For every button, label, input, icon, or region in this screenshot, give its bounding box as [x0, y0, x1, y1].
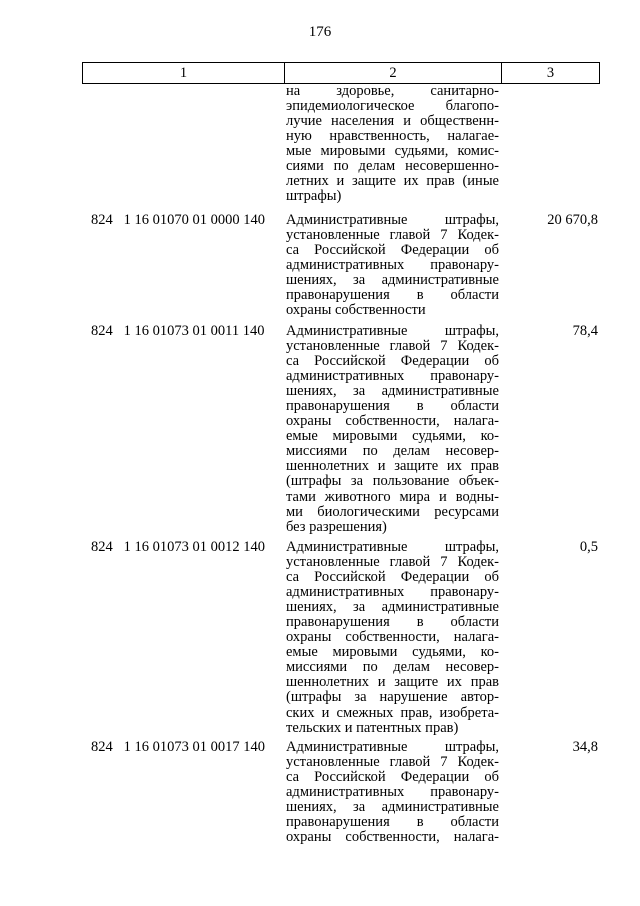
description-line: Административные штрафы,: [286, 212, 499, 228]
description-line: правонарушения в области: [286, 814, 499, 831]
budget-classification-code: 1 16 01073 01 0012 140: [123, 539, 265, 555]
description-line: шениях, за административные: [286, 599, 499, 616]
description-line: административных правонару-: [286, 257, 499, 274]
description-line: правонарушения в области: [286, 614, 499, 631]
column-header-table: [82, 62, 600, 84]
description-line: летних и защите их прав (иные: [286, 173, 499, 190]
row-description: [286, 213, 499, 318]
continuation-description: [286, 84, 499, 204]
description-line: миссиями по делам несовер-: [286, 659, 499, 676]
description-line: тами животного мира и водны-: [286, 488, 499, 505]
description-line: эпидемиологическое благопо-: [286, 98, 499, 115]
amount: 78,4: [572, 323, 598, 339]
budget-classification-code: 1 16 01073 01 0011 140: [123, 323, 265, 339]
description-line: охраны собственности: [286, 302, 426, 319]
description-line: са Российской Федерации об: [286, 569, 499, 586]
description-line: установленные главой 7 Кодек-: [286, 227, 499, 244]
description-line: шениях, за административные: [286, 383, 499, 400]
admin-code: 824: [91, 323, 113, 339]
description-line: (штрафы за пользование объек-: [286, 473, 499, 490]
description-line: административных правонару-: [286, 584, 499, 601]
description-line: сиями по делам несовершенно-: [286, 158, 499, 175]
row-description: [286, 324, 499, 535]
amount: 34,8: [572, 739, 598, 755]
budget-classification-code: 1 16 01070 01 0000 140: [123, 212, 265, 228]
description-line: административных правонару-: [286, 368, 499, 385]
description-line: правонарушения в области: [286, 287, 499, 304]
column-header-1: 1: [83, 63, 285, 84]
description-line: правонарушения в области: [286, 398, 499, 415]
description-line: ми биологическими ресурсами: [286, 503, 499, 520]
description-line: ную нравственность, налагае-: [286, 128, 499, 145]
description-line: Административные штрафы,: [286, 539, 499, 555]
description-line: Административные штрафы,: [286, 323, 499, 339]
description-line: тельских и патентных прав): [286, 719, 459, 736]
admin-code: 824: [91, 539, 113, 555]
description-line: установленные главой 7 Кодек-: [286, 554, 499, 571]
description-line: шеннолетних и защите их прав: [286, 458, 499, 475]
description-line: ских и смежных прав, изобрета-: [286, 704, 499, 721]
description-line: Административные штрафы,: [286, 739, 499, 755]
amount: 20 670,8: [547, 212, 598, 228]
description-line: са Российской Федерации об: [286, 353, 499, 370]
column-header-row: [83, 63, 600, 84]
description-line: миссиями по делам несовер-: [286, 443, 499, 460]
description-line: мые мировыми судьями, комис-: [286, 143, 499, 160]
description-line: шениях, за административные: [286, 799, 499, 816]
description-line: административных правонару-: [286, 784, 499, 801]
description-line: охраны собственности, налага-: [286, 629, 499, 646]
description-line: емые мировыми судьями, ко-: [286, 644, 499, 661]
admin-code: 824: [91, 739, 113, 755]
description-line: без разрешения): [286, 518, 387, 535]
column-header-2: 2: [285, 63, 502, 84]
description-line: емые мировыми судьями, ко-: [286, 428, 499, 445]
description-line: штрафы): [286, 188, 342, 205]
description-line: шениях, за административные: [286, 272, 499, 289]
budget-classification-code: 1 16 01073 01 0017 140: [123, 739, 265, 755]
description-line: лучие населения и общественн-: [286, 113, 499, 130]
amount: 0,5: [579, 539, 598, 555]
description-line: охраны собственности, налага-: [286, 829, 499, 846]
description-line: са Российской Федерации об: [286, 242, 499, 259]
description-line: са Российской Федерации об: [286, 769, 499, 786]
description-line: (штрафы за нарушение автор-: [286, 689, 499, 706]
description-line: охраны собственности, налага-: [286, 413, 499, 430]
admin-code: 824: [91, 212, 113, 228]
description-line: установленные главой 7 Кодек-: [286, 754, 499, 771]
description-line: на здоровье, санитарно-: [286, 83, 499, 99]
column-header-3: 3: [502, 63, 600, 84]
row-description: [286, 740, 499, 845]
row-description: [286, 540, 499, 736]
page-number: 176: [308, 24, 332, 40]
description-line: шеннолетних и защите их прав: [286, 674, 499, 691]
description-line: установленные главой 7 Кодек-: [286, 338, 499, 355]
